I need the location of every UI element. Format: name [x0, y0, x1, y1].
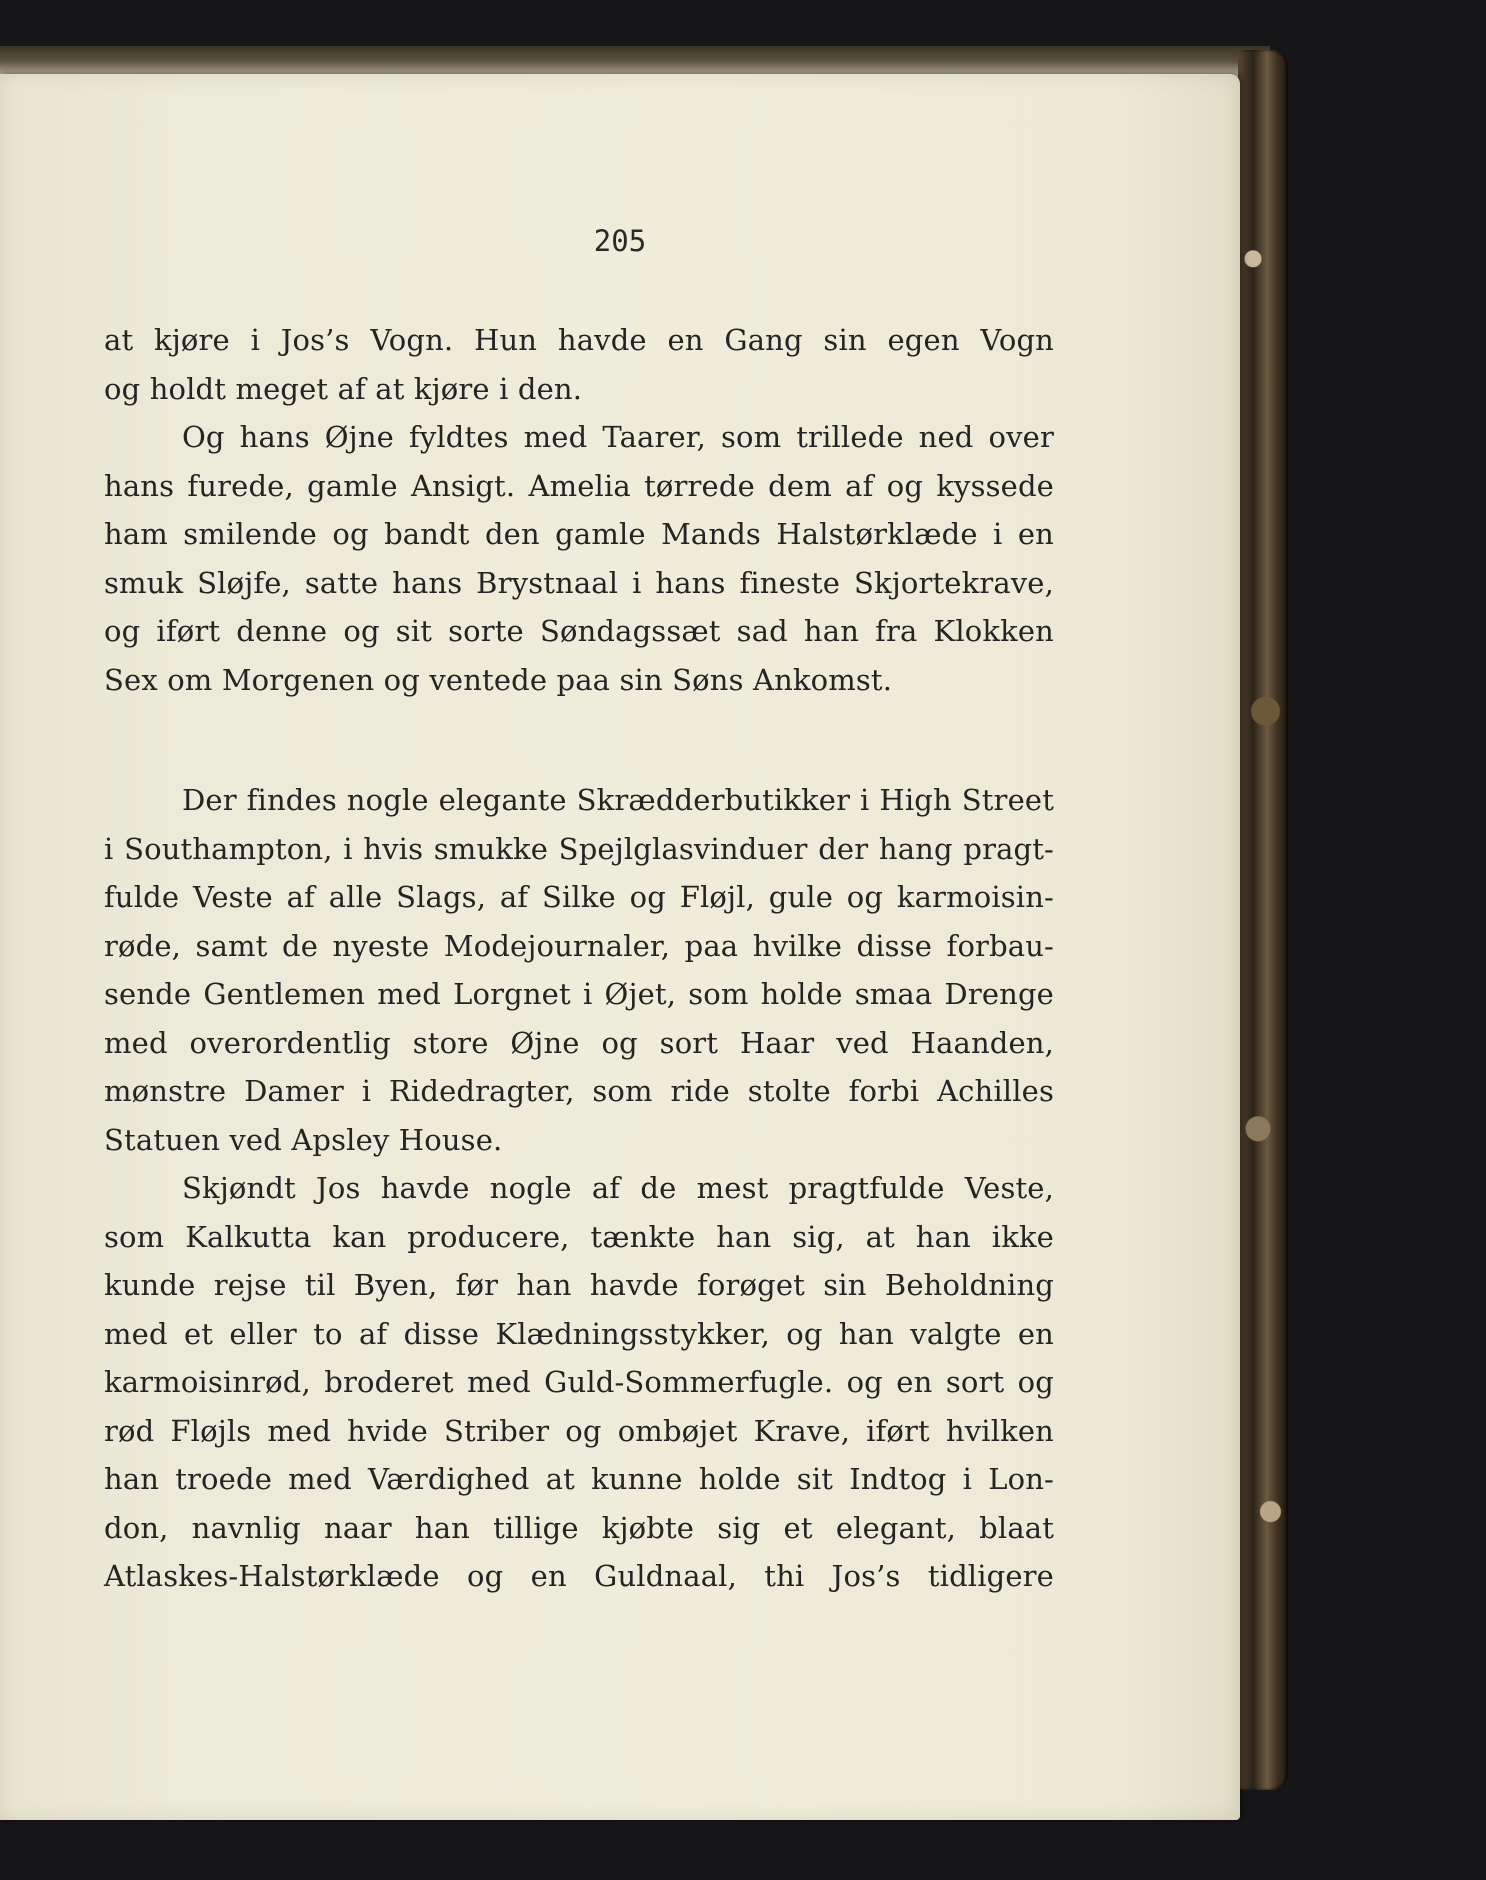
text-line: han troede med Værdighed at kunne holde sit Indtog i Lon- — [104, 1462, 1054, 1496]
text-line: don, navnlig naar han tillige kjøbte sig et elegant, blaat — [104, 1510, 1054, 1545]
section-gap — [104, 704, 1054, 776]
text-line: Der findes nogle elegante Skrædderbutikker i High Street — [182, 783, 1054, 817]
text-line: Sex om Morgenen og ventede paa sin Søns Ankomst. — [104, 662, 893, 697]
book-page — [0, 74, 1240, 1820]
text-line: og iført denne og sit sorte Søndagssæt sad han fra Klokken — [104, 614, 1054, 648]
text-line: med et eller to af disse Klædningsstykker, og han valgte en — [104, 1316, 1054, 1351]
text-line: ham smilende og bandt den gamle Mands Halstørklæde i en — [104, 517, 1054, 551]
text-line: som Kalkutta kan producere, tænkte han sig, at han ikke — [104, 1219, 1054, 1254]
text-line: Statuen ved Apsley House. — [104, 1122, 503, 1157]
text-line: hans furede, gamle Ansigt. Amelia tørrede dem af og kyssede — [104, 468, 1054, 503]
text-line: og holdt meget af at kjøre i den. — [104, 371, 583, 406]
text-line: i Southampton, i hvis smukke Spejlglasvinduer der hang pragt- — [104, 831, 1054, 866]
text-line: karmoisinrød, broderet med Guld-Sommerfugle. og en sort og — [104, 1365, 1054, 1399]
text-line: smuk Sløjfe, satte hans Brystnaal i hans fineste Skjortekrave, — [104, 565, 1054, 600]
text-line: fulde Veste af alle Slags, af Silke og Fløjl, gule og karmoisin- — [104, 880, 1054, 914]
text-line: at kjøre i Jos’s Vogn. Hun havde en Gang sin egen Vogn — [104, 323, 1054, 357]
page-text — [104, 316, 1054, 1601]
text-line: Og hans Øjne fyldtes med Taarer, som trillede ned over — [182, 420, 1054, 454]
text-line: rød Fløjls med hvide Striber og ombøjet Krave, iført hvilken — [104, 1413, 1054, 1448]
text-line: Skjøndt Jos havde nogle af de mest pragtfulde Veste, — [182, 1171, 1054, 1205]
text-line: mønstre Damer i Ridedragter, som ride stolte forbi Achilles — [104, 1074, 1054, 1108]
book-cover-edge — [1238, 50, 1288, 1790]
page-number: 205 — [593, 224, 647, 258]
text-line: med overordentlig store Øjne og sort Haar ved Haanden, — [104, 1025, 1054, 1060]
text-line: kunde rejse til Byen, før han havde forøget sin Beholdning — [104, 1268, 1054, 1302]
text-line: Atlaskes-Halstørklæde og en Guldnaal, thi Jos’s tidligere — [104, 1559, 1054, 1593]
text-line: røde, samt de nyeste Modejournaler, paa hvilke disse forbau- — [104, 928, 1054, 963]
text-line: sende Gentlemen med Lorgnet i Øjet, som holde smaa Drenge — [104, 977, 1054, 1011]
